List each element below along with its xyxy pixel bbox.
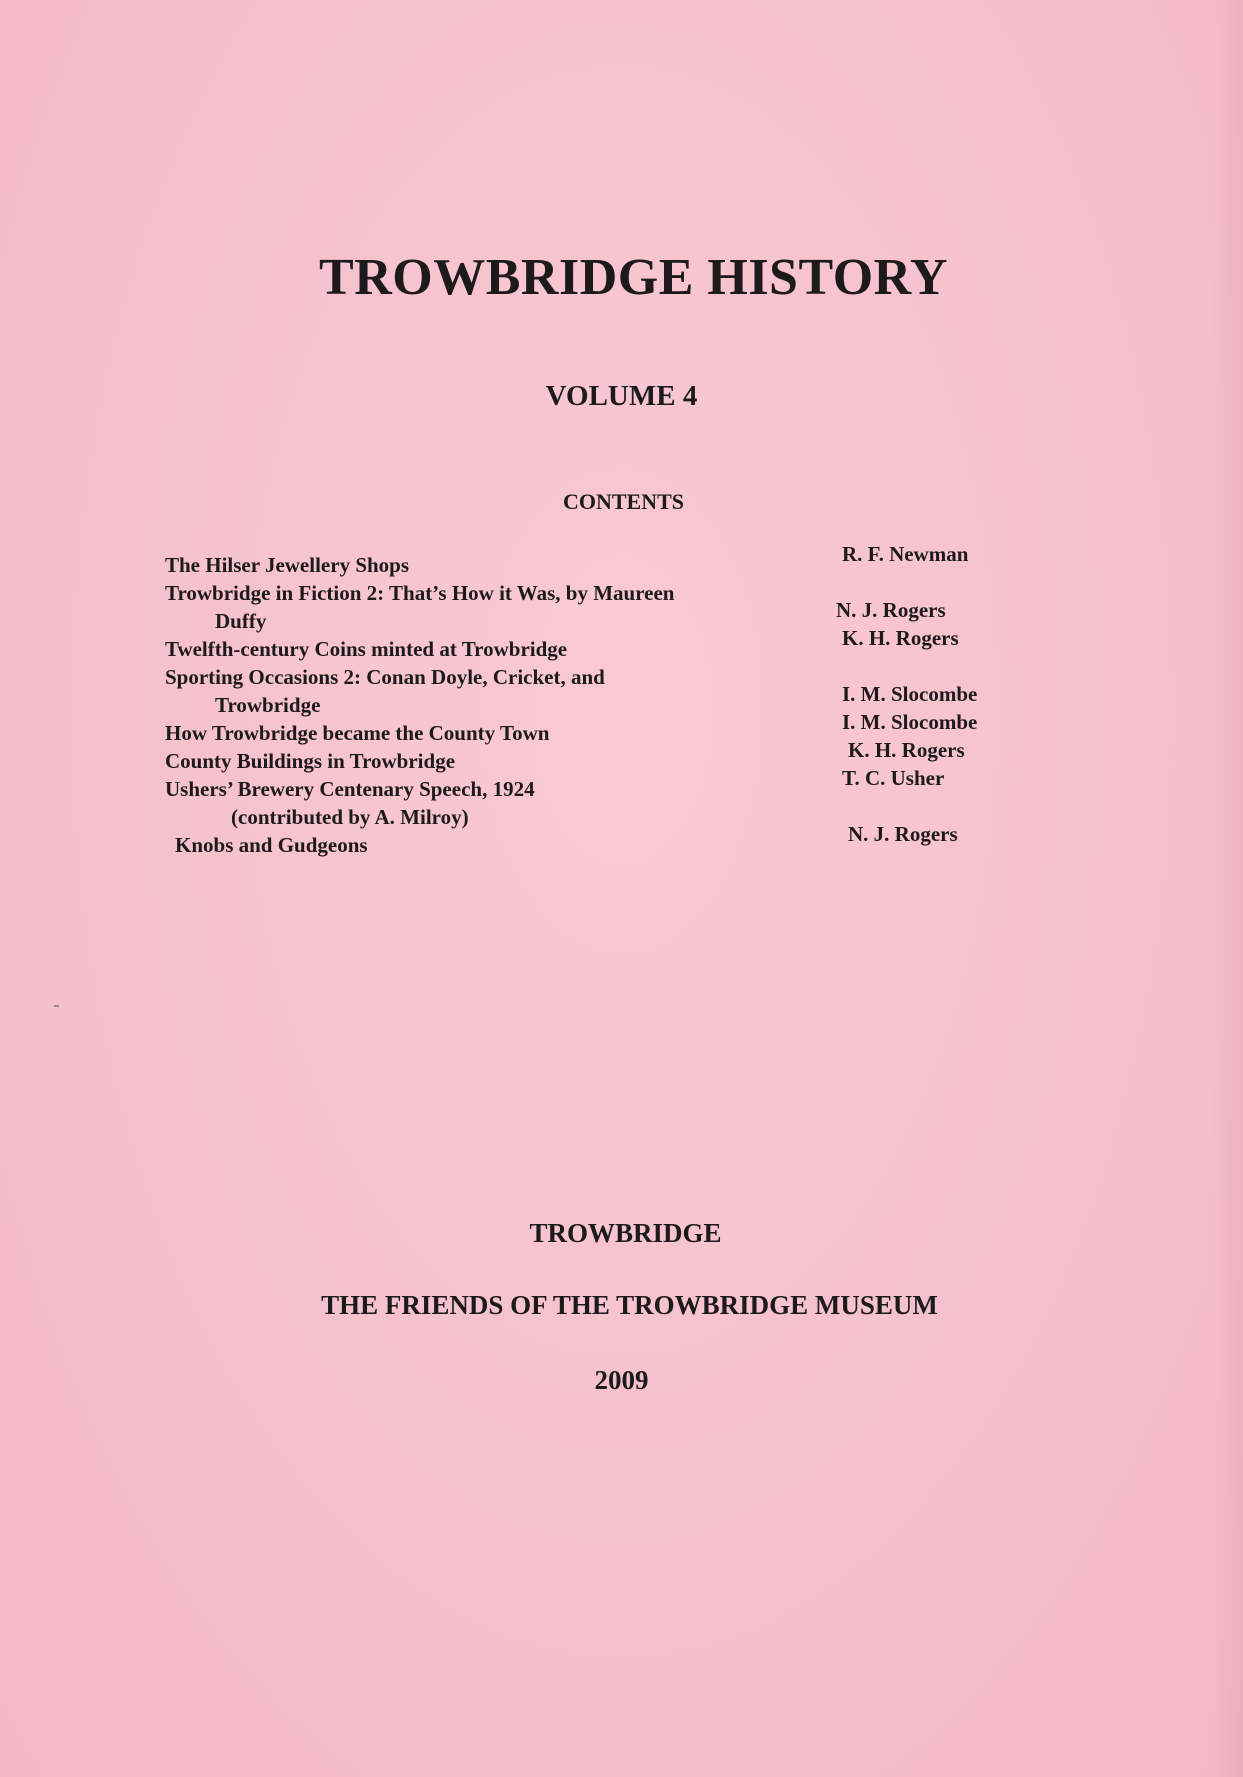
contents-item-author: K. H. Rogers xyxy=(848,738,965,762)
contents-item-title: Trowbridge in Fiction 2: That’s How it Was, by Maureen xyxy=(165,581,675,605)
contents-item-title-continued: (contributed by A. Milroy) xyxy=(231,805,469,829)
contents-item-title-continued: Duffy xyxy=(215,609,267,633)
contents-item-author: N. J. Rogers xyxy=(848,822,958,846)
contents-item-author: K. H. Rogers xyxy=(842,626,959,650)
contents-item-author: I. M. Slocombe xyxy=(842,710,978,734)
publisher-name: THE FRIENDS OF THE TROWBRIDGE MUSEUM xyxy=(321,1290,938,1320)
volume-label: VOLUME 4 xyxy=(545,380,698,412)
contents-item-title: The Hilser Jewellery Shops xyxy=(165,553,410,577)
contents-item-author: N. J. Rogers xyxy=(836,598,946,622)
contents-item-author: I. M. Slocombe xyxy=(842,682,978,706)
contents-authors xyxy=(836,540,1036,848)
contents-item-title: County Buildings in Trowbridge xyxy=(165,749,456,773)
publication-place: TROWBRIDGE xyxy=(529,1218,722,1248)
contents-titles xyxy=(165,551,815,859)
paper-speck xyxy=(54,1005,59,1007)
publication-year: 2009 xyxy=(594,1365,649,1395)
contents-item-author: T. C. Usher xyxy=(842,766,945,790)
contents-item-title: Twelfth-century Coins minted at Trowbridge xyxy=(165,637,568,661)
contents-item-title: Sporting Occasions 2: Conan Doyle, Cricket, and xyxy=(165,665,605,689)
book-title: TROWBRIDGE HISTORY xyxy=(319,249,948,306)
author-spacer xyxy=(836,652,1036,680)
author-spacer xyxy=(836,568,1036,596)
contents-item-title: Knobs and Gudgeons xyxy=(175,833,368,857)
contents-item-title: How Trowbridge became the County Town xyxy=(165,721,550,745)
contents-heading: CONTENTS xyxy=(562,489,685,514)
author-spacer xyxy=(836,792,1036,820)
contents-item-title: Ushers’ Brewery Centenary Speech, 1924 xyxy=(165,777,535,801)
contents-item-author: R. F. Newman xyxy=(842,542,969,566)
contents-item-title-continued: Trowbridge xyxy=(215,693,321,717)
